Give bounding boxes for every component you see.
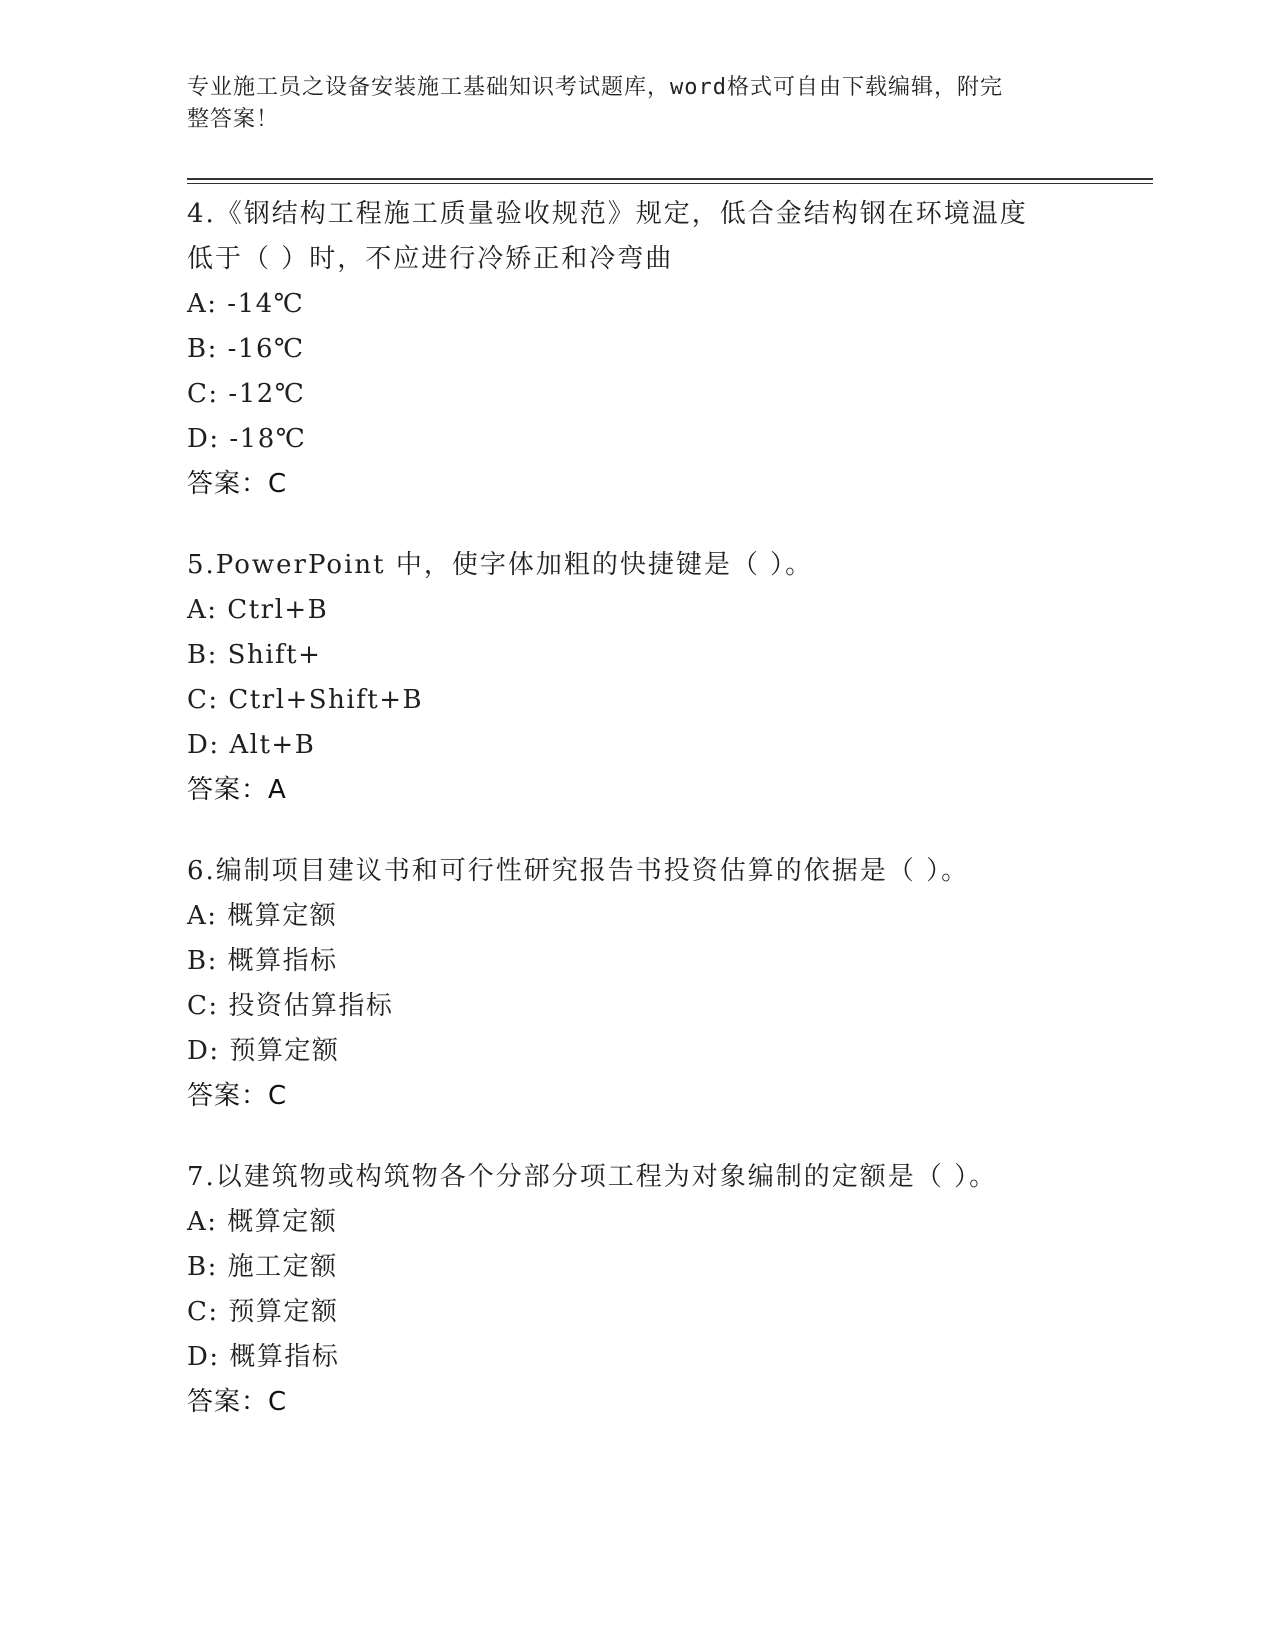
option-d: D: -18℃: [187, 424, 307, 454]
option-a: A: Ctrl+B: [187, 595, 329, 625]
option-d: D: Alt+B: [187, 730, 316, 760]
answer: 答案：C: [187, 1081, 288, 1111]
option-b: B: -16℃: [187, 334, 305, 364]
question-5: [187, 543, 1087, 813]
question-list: [187, 192, 1087, 1461]
option-d: D: 概算指标: [187, 1342, 340, 1372]
option-c: C: -12℃: [187, 379, 306, 409]
option-c: C: 投资估算指标: [187, 991, 394, 1021]
header-divider-thin: [187, 183, 1153, 184]
question-stem: 6.编制项目建议书和可行性研究报告书投资估算的依据是（ ）。: [187, 856, 970, 886]
option-b: B: Shift+: [187, 640, 322, 670]
question-4: [187, 192, 1087, 507]
header-divider-thick: [187, 178, 1153, 180]
question-7: [187, 1155, 1087, 1425]
question-6: [187, 849, 1087, 1119]
option-b: B: 概算指标: [187, 946, 338, 976]
option-d: D: 预算定额: [187, 1036, 340, 1066]
option-c: C: 预算定额: [187, 1297, 339, 1327]
option-b: B: 施工定额: [187, 1252, 338, 1282]
question-stem: 4.《钢结构工程施工质量验收规范》规定，低合金结构钢在环境温度: [187, 199, 1028, 229]
option-a: A: 概算定额: [187, 1207, 338, 1237]
header-line-1: 专业施工员之设备安装施工基础知识考试题库，word格式可自由下载编辑，附完: [187, 75, 1003, 100]
question-stem: 5.PowerPoint 中，使字体加粗的快捷键是（ ）。: [187, 550, 814, 580]
document-header: [187, 72, 1067, 136]
option-c: C: Ctrl+Shift+B: [187, 685, 424, 715]
answer: 答案：A: [187, 775, 287, 805]
header-line-2: 整答案！: [187, 107, 280, 132]
option-a: A: 概算定额: [187, 901, 338, 931]
question-stem: 7.以建筑物或构筑物各个分部分项工程为对象编制的定额是（ ）。: [187, 1162, 998, 1192]
question-stem-continued: 低于（ ）时，不应进行冷矫正和冷弯曲: [187, 244, 674, 274]
option-a: A: -14℃: [187, 289, 305, 319]
answer: 答案：C: [187, 1387, 288, 1417]
answer: 答案：C: [187, 469, 288, 499]
